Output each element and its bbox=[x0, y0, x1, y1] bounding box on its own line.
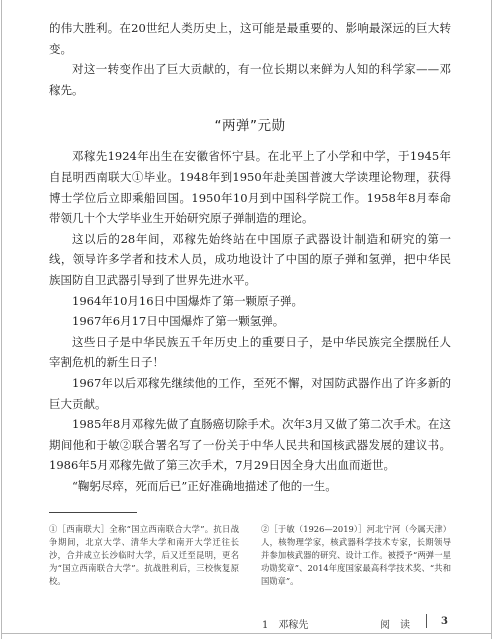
footnote-xinan-lianda: ①［西南联大］全称“国立西南联合大学”。抗日战争期间，北京大学、清华大学和南开大学迁往长沙，合并成立长沙临时大学，后又迁至昆明，更名为“国立西南联合大学”。抗战胜利后，三校恢复原校。 bbox=[49, 524, 239, 586]
page-frame-right bbox=[491, 0, 492, 639]
footnotes bbox=[49, 523, 451, 587]
paragraph-surgery: 1985年8月邓稼先做了直肠癌切除手术。次年3月又做了第二次手术。在这期间他和于敏②联合署名写了一份关于中华人民共和国核武器发展的建议书。1986年5月邓稼先做了第三次手术，7月29日因全身大出血而逝世。 bbox=[49, 417, 451, 473]
paragraph-28-years: 这以后的28年间，邓稼先始终站在中国原子武器设计制造和研究的第一线，领导许多学者和技术人员，成功地设计了中国的原子弹和氢弹，把中华民族国防自卫武器引导到了世界先进水平。 bbox=[49, 231, 451, 287]
paragraph-continued: 的伟大胜利。在20世纪人类历史上，这可能是最重要的、影响最深远的巨大转变。 bbox=[49, 21, 451, 56]
paragraph-after-1967: 1967年以后邓稼先继续他的工作，至死不懈，对国防武器作出了许多新的巨大贡献。 bbox=[49, 375, 451, 411]
paragraph-important-days: 这些日子是中华民族五千年历史上的重要日子，是中华民族完全摆脱任人宰割危机的新生日子！ bbox=[49, 334, 451, 370]
footer-running-title: 1 邓稼先 bbox=[262, 620, 309, 631]
footnote-yu-min: ②［于敏（1926—2019）］河北宁河（今属天津）人，核物理学家，核武器科学技术专家，长期领导并参加核武器的研究、设计工作。被授予“两弹一星功勋奖章”、2014年度国家最高科学技术奖、“共和国勋章”。 bbox=[261, 524, 451, 586]
footnote-rule bbox=[49, 512, 137, 513]
paragraph-atomic-bomb: 1964年10月16日中国爆炸了第一颗原子弹。 bbox=[72, 293, 304, 308]
footer-section-label: 阅 读 bbox=[380, 620, 410, 631]
paragraph-biography: 邓稼先1924年出生在安徽省怀宁县。在北平上了小学和中学，于1945年自昆明西南联大①毕业。1948年到1950年赴美国普渡大学读理论物理，获得博士学位后立即乘船回国。1950年10月到中国科学院工作。1958年8月奉命带领几十个大学毕业生开始研究原子弹制造的理论。 bbox=[49, 149, 451, 226]
page-frame-left bbox=[1, 0, 2, 639]
paragraph-quote: “鞠躬尽瘁，死而后已”正好准确地描述了他的一生。 bbox=[72, 478, 337, 493]
footer-divider bbox=[426, 614, 427, 628]
paragraph-hydrogen-bomb: 1967年6月17日中国爆炸了第一颗氢弹。 bbox=[72, 314, 285, 329]
page-frame-bottom bbox=[1, 633, 492, 634]
document-page bbox=[49, 18, 451, 587]
paragraph-intro: 对这一转变作出了巨大贡献的，有一位长期以来鲜为人知的科学家——邓稼先。 bbox=[49, 62, 451, 97]
page-number: 3 bbox=[441, 616, 448, 627]
section-title: “两弹”元勋 bbox=[214, 118, 286, 135]
